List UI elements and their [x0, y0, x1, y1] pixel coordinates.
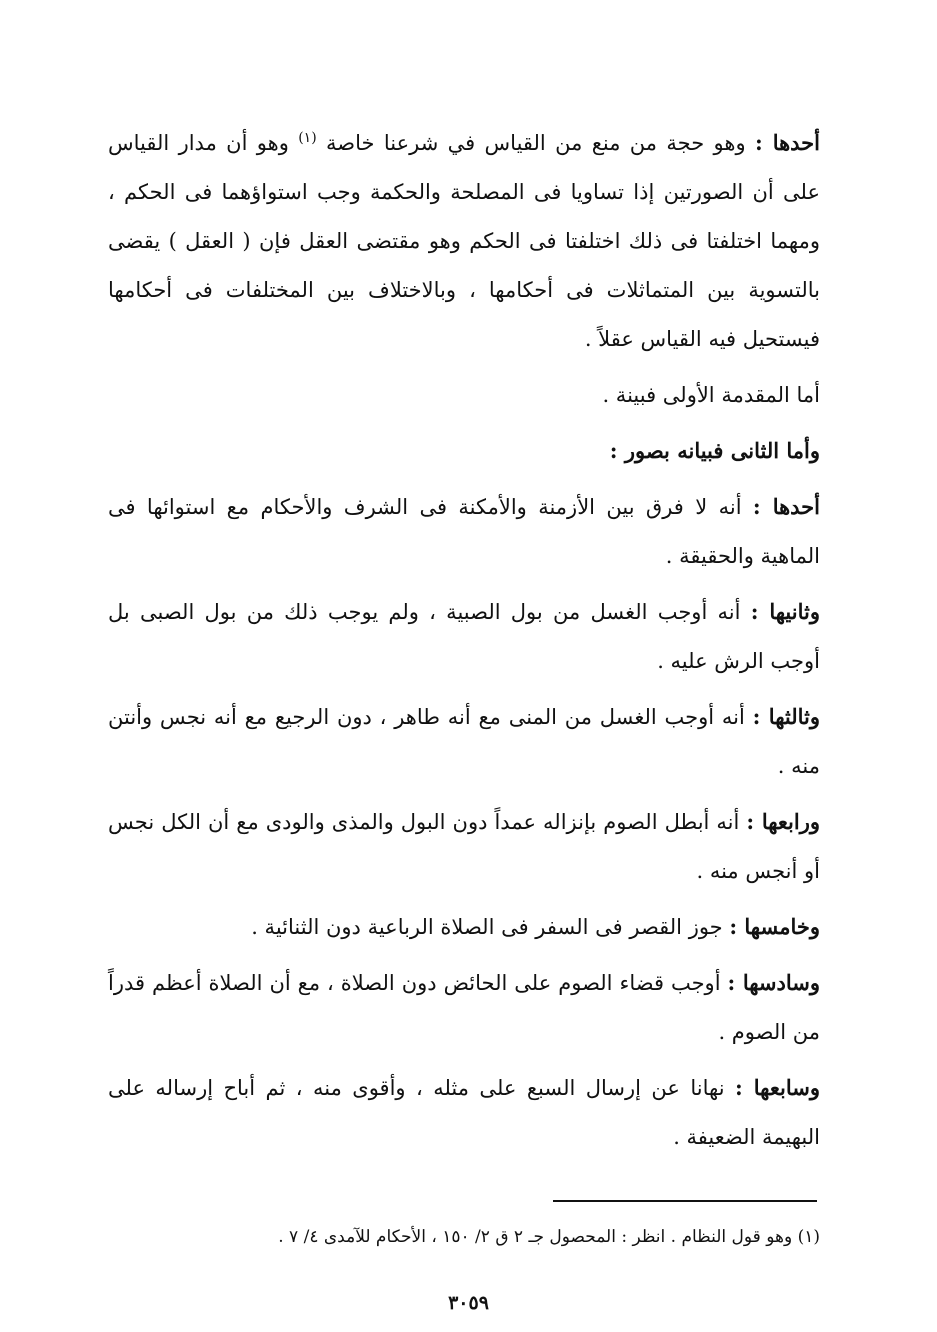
paragraph-text: أنه أبطل الصوم بإنزاله عمداً دون البول والمذى والودى مع أن الكل نجس أو أنجس منه . [108, 810, 820, 883]
paragraph-text: نهانا عن إرسال السبع على مثله ، وأقوى منه ، ثم أباح إرساله على البهيمة الضعيفة . [108, 1076, 820, 1149]
paragraph-2 [108, 370, 820, 420]
paragraph-lead: وأما الثانى فبيانه بصور : [609, 438, 820, 463]
paragraph-lead: أحدها : [752, 494, 821, 519]
paragraph-text-continued: وهو أن مدار القياس على أن الصورتين إذا تساويا فى المصلحة والحكمة وجب استواؤهما فى الحكم ، ومهما اختلفتا فى ذلك اختلفتا فى الحكم وهو مقتضى العقل فإن ( العقل ) يقضى بالتسوية بين المتماثلات فى أحكامها ، وبالاختلاف بين المختلفات فى أحكامها فيستحيل فيه القياس عقلاً . [108, 131, 820, 351]
paragraph-3 [108, 426, 820, 476]
paragraph-6 [108, 692, 820, 791]
footnote-divider [553, 1200, 817, 1202]
paragraph-text: أنه أوجب الغسل من المنى مع أنه طاهر ، دون الرجيع مع أنه نجس وأنتن منه . [108, 705, 820, 778]
paragraph-lead: وثالثها : [752, 704, 820, 729]
paragraph-lead: وثانيها : [750, 599, 820, 624]
paragraph-lead: وسابعها : [734, 1075, 820, 1100]
paragraph-text: وهو حجة من منع من القياس في شرعنا خاصة [326, 131, 755, 155]
paragraph-7 [108, 797, 820, 896]
paragraph-lead: وخامسها : [729, 914, 820, 939]
paragraph-text: أنه لا فرق بين الأزمنة والأمكنة فى الشرف والأحكام مع استوائها فى الماهية والحقيقة . [108, 495, 820, 568]
footnote: (١) وهو قول النظام . انظر : المحصول جـ ٢ ق ٢/ ١٥٠ ، الأحكام للآمدى ٤/ ٧ . [278, 1227, 820, 1247]
paragraph-lead: ورابعها : [746, 809, 821, 834]
paragraph-8 [108, 902, 820, 952]
paragraph-text: أوجب قضاء الصوم على الحائض دون الصلاة ، مع أن الصلاة أعظم قدراً من الصوم . [108, 971, 820, 1044]
paragraph-1 [108, 118, 820, 364]
paragraph-9 [108, 958, 820, 1057]
paragraph-text: أنه أوجب الغسل من بول الصبية ، ولم يوجب ذلك من بول الصبى بل أوجب الرش عليه . [108, 600, 820, 673]
paragraph-5 [108, 587, 820, 686]
paragraph-lead: أحدها : [754, 130, 821, 155]
paragraph-text: أما المقدمة الأولى فبينة . [602, 383, 820, 407]
paragraph-lead: وسادسها : [727, 970, 820, 995]
paragraph-10 [108, 1063, 820, 1162]
page-number: ٣٠٥٩ [448, 1292, 489, 1314]
paragraph-text: جوز القصر فى السفر فى الصلاة الرباعية دون الثنائية . [251, 915, 730, 939]
footnote-reference[interactable]: (١) [298, 130, 317, 146]
main-text [108, 118, 820, 1162]
paragraph-4 [108, 482, 820, 581]
